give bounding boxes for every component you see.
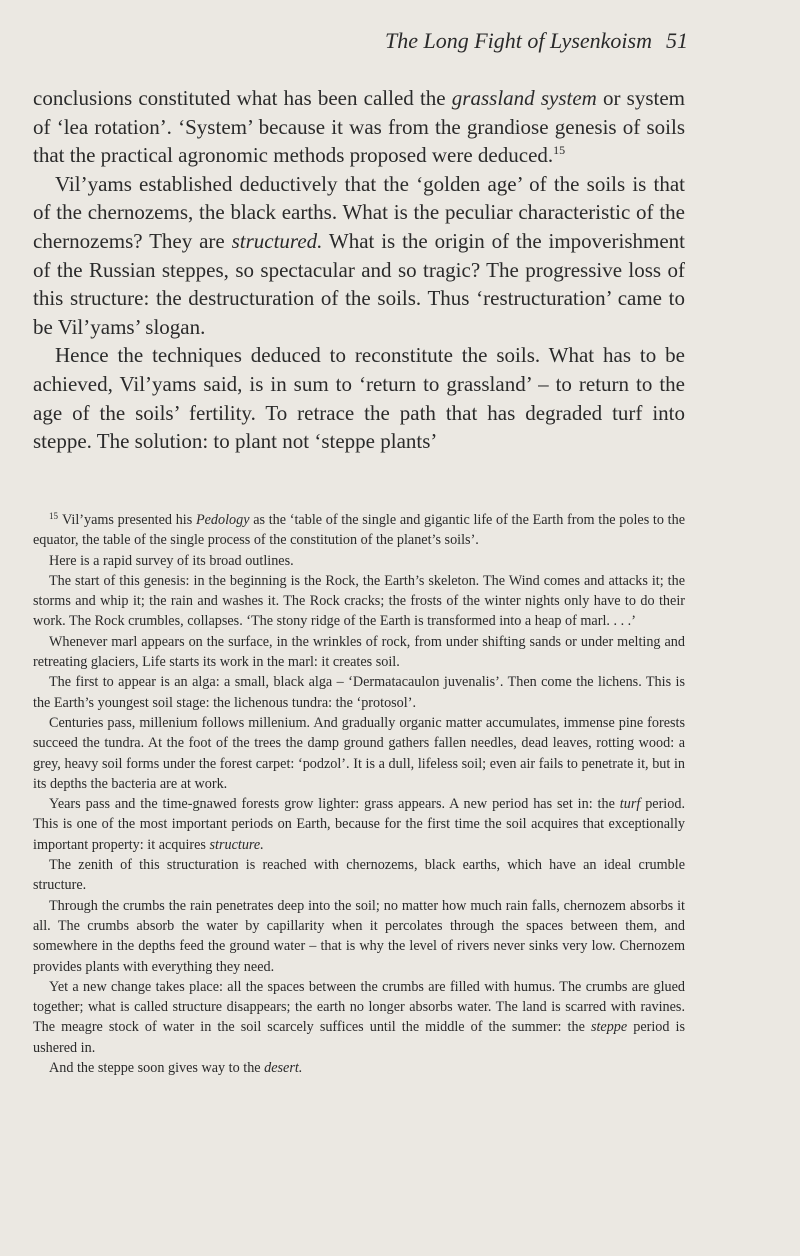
running-head — [385, 28, 688, 54]
footnote-paragraph: Here is a rapid survey of its broad outlines. — [49, 552, 294, 569]
emphasis: grassland system — [451, 86, 597, 110]
main-text — [33, 84, 685, 456]
footnote-paragraph: The first to appear is an alga: a small, black alga – ‘Dermatacaulon juvenalis’. Then come the lichens. This is the Earth’s youngest soil stage: the lichenous tundra: the ‘protosol’. — [33, 674, 685, 711]
footnote-number: 15 — [49, 511, 58, 521]
footnote-block — [33, 510, 685, 1078]
body-paragraph: Vil’yams established deductively that the ‘golden age’ of the soils is that of the chernozems, the black earths. What is the peculiar characteristic of the chernozems? They are structured. What is the origin of the impoverishment of the Russian steppes, so spectacular and so tragic? The progressive loss of this structure: the destructuration of the soils. Thus ‘restructuration’ came to be Vil’yams’ slogan. — [33, 171, 685, 339]
footnote-paragraph: The start of this genesis: in the beginning is the Rock, the Earth’s skeleton. The Wind comes and attacks it; the storms and whip it; the rain and washes it. The Rock cracks; the frosts of the winter nights only have to do their work. The Rock crumbles, collapses. ‘The stony ridge of the Earth is transformed into a heap of marl. . . .’ — [33, 572, 685, 630]
footnote-paragraph: Through the crumbs the rain penetrates deep into the soil; no matter how much rain falls, chernozem absorbs it all. The crumbs absorb the water by capillarity when it percolates through the spaces between them, and somewhere in the depths feed the ground water – that is why the level of rivers never sinks very low. Chernozem provides plants with everything they need. — [33, 897, 685, 975]
footnote-paragraph: The zenith of this structuration is reached with chernozems, black earths, which have an ideal crumble structure. — [33, 857, 685, 894]
footnote-paragraph: Centuries pass, millenium follows millenium. And gradually organic matter accumulates, immense pine forests succeed the tundra. At the foot of the trees the damp ground gathers fallen needles, dead leaves, rotting wood: a grey, heavy soil forms under the forest carpet: ‘podzol’. It is a dull, lifeless soil; even air fails to penetrate it, but in its depths the bacteria are at work. — [33, 714, 685, 792]
body-paragraph: Hence the techniques deduced to reconstitute the soils. What has to be achieved, Vil’yams said, is in sum to ‘return to grassland’ – to return to the age of the soils’ fertility. To retrace the path that has degraded turf into steppe. The solution: to plant not ‘steppe plants’ — [33, 343, 685, 454]
running-title: The Long Fight of Lysenkoism — [384, 28, 652, 53]
footnote-reference[interactable]: 15 — [553, 143, 566, 158]
emphasis: structured. — [231, 228, 323, 253]
emphasis: desert. — [264, 1060, 303, 1077]
page-number: 51 — [666, 28, 688, 53]
emphasis: steppe — [590, 1019, 628, 1036]
footnote-paragraph: $^{15}$ Vil’yams presented his Pedology as the ‘table of the single and gigantic life of the Earth from the poles to the equator, the table of the single process of the constitution of the planet’s soils’. — [33, 511, 685, 549]
emphasis: Pedology — [195, 512, 250, 528]
footnote-paragraph: Yet a new change takes place: all the spaces between the crumbs are filled with humus. The crumbs are glued together; what is called structure disappears; the earth no longer absorbs water. The land is scarred with ravines. The meagre stock of water in the soil scarcely suffices until the middle of the summer: the steppe period is ushered in. — [33, 978, 685, 1056]
body-paragraph: conclusions constituted what has been called the grassland system or system of ‘lea rotation’. ‘System’ because it was from the grandiose genesis of soils that the practical agronomic methods proposed were deduced.$^{15}$ — [33, 86, 685, 168]
emphasis: structure. — [209, 836, 264, 853]
footnote-paragraph: Years pass and the time-gnawed forests grow lighter: grass appears. A new period has set in: the turf period. This is one of the most important periods on Earth, because for the first time the soil acquires that exceptionally important property: it acquires structure. — [33, 796, 685, 853]
emphasis: turf — [619, 796, 641, 813]
footnote-paragraph: And the steppe soon gives way to the desert. — [49, 1060, 303, 1077]
footnote-paragraph: Whenever marl appears on the surface, in the wrinkles of rock, from under shifting sands or under melting and retreating glaciers, Life starts its work in the marl: it creates soil. — [33, 633, 685, 671]
